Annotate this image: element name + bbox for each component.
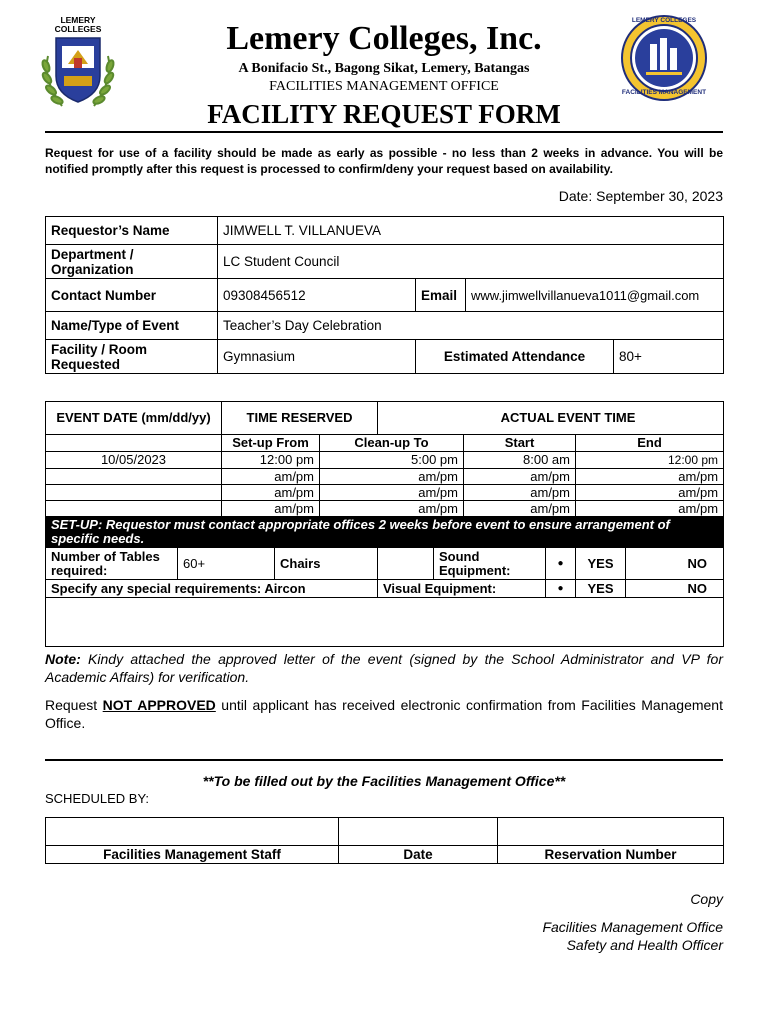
email-label: Email <box>416 279 466 312</box>
event-date-subheader <box>46 435 222 452</box>
end-header: End <box>576 435 724 452</box>
table-row <box>46 279 724 312</box>
event-date-cell[interactable] <box>46 469 222 485</box>
chairs-label: Chairs <box>275 548 378 580</box>
table-row <box>46 402 724 435</box>
event-date-header: EVENT DATE (mm/dd/yy) <box>46 402 222 435</box>
visual-yes-checkbox[interactable]: ● <box>546 580 576 598</box>
sound-no-option[interactable]: NO <box>626 548 724 580</box>
event-date-cell[interactable]: 10/05/2023 <box>46 452 222 469</box>
event-type-field[interactable]: Teacher’s Day Celebration <box>218 312 724 340</box>
sound-yes-checkbox[interactable]: ● <box>546 548 576 580</box>
event-date-cell[interactable] <box>46 485 222 501</box>
end-time-cell[interactable]: am/pm <box>576 469 724 485</box>
table-row <box>46 217 724 245</box>
date-label: Date <box>339 846 498 864</box>
table-row <box>46 846 724 864</box>
scheduled-by-label: SCHEDULED BY: <box>45 791 150 806</box>
table-row <box>46 435 724 452</box>
copy-recipient-2: Safety and Health Officer <box>566 937 723 953</box>
end-time-cell[interactable]: am/pm <box>576 485 724 501</box>
table-row <box>46 818 724 846</box>
cleanup-time-cell[interactable]: 5:00 pm <box>320 452 464 469</box>
fmo-note: **To be filled out by the Facilities Management Office** <box>202 773 566 789</box>
chairs-field[interactable] <box>378 548 434 580</box>
department-label: Department / Organization <box>46 245 218 279</box>
actual-time-header: ACTUAL EVENT TIME <box>378 402 724 435</box>
table-row <box>46 485 724 501</box>
school-address: A Bonifacio St., Bagong Sikat, Lemery, Batangas <box>238 61 530 76</box>
special-requirements-field[interactable] <box>46 598 724 647</box>
sound-equipment-label: Sound Equipment: <box>434 548 546 580</box>
school-name: Lemery Colleges, Inc. <box>226 20 542 57</box>
cleanup-time-cell[interactable]: am/pm <box>320 501 464 517</box>
requestor-info-table <box>45 216 724 374</box>
event-schedule-table <box>45 401 724 647</box>
visual-yes-label: YES <box>576 580 626 598</box>
office-name: FACILITIES MANAGEMENT OFFICE <box>269 79 499 94</box>
start-time-cell[interactable]: am/pm <box>464 501 576 517</box>
table-row <box>46 598 724 647</box>
end-time-cell[interactable]: 12:00 pm <box>576 452 724 469</box>
start-time-cell[interactable]: 8:00 am <box>464 452 576 469</box>
staff-field[interactable] <box>46 818 339 846</box>
setup-time-cell[interactable]: am/pm <box>222 469 320 485</box>
contact-number-field[interactable]: 09308456512 <box>218 279 416 312</box>
table-row <box>46 340 724 374</box>
sound-yes-label: YES <box>576 548 626 580</box>
right-logo-text-bottom: FACILITIES MANAGEMENT <box>621 89 707 96</box>
note-paragraph <box>45 650 723 686</box>
facility-label: Facility / Room Requested <box>46 340 218 374</box>
table-row <box>46 548 724 580</box>
tables-field[interactable]: 60+ <box>178 548 275 580</box>
end-time-cell[interactable]: am/pm <box>576 501 724 517</box>
start-time-cell[interactable]: am/pm <box>464 469 576 485</box>
request-date: Date: September 30, 2023 <box>558 188 723 204</box>
approval-suffix: until applicant has received electronic confirmation from Facilities Management Office. <box>45 697 723 731</box>
tables-label: Number of Tables required: <box>46 548 178 580</box>
time-reserved-header: TIME RESERVED <box>222 402 378 435</box>
reservation-label: Reservation Number <box>498 846 724 864</box>
schedule-table <box>45 817 724 864</box>
department-field[interactable]: LC Student Council <box>218 245 724 279</box>
requestor-name-field[interactable]: JIMWELL T. VILLANUEVA <box>218 217 724 245</box>
event-date-cell[interactable] <box>46 501 222 517</box>
approval-paragraph <box>45 696 723 732</box>
start-header: Start <box>464 435 576 452</box>
cleanup-time-cell[interactable]: am/pm <box>320 485 464 501</box>
table-row <box>46 580 724 598</box>
table-row <box>46 245 724 279</box>
attendance-field[interactable]: 80+ <box>614 340 724 374</box>
form-title: FACILITY REQUEST FORM <box>207 99 561 129</box>
visual-equipment-label: Visual Equipment: <box>378 580 546 598</box>
approval-prefix: Request <box>45 697 103 713</box>
date-field[interactable] <box>339 818 498 846</box>
copy-label: Copy <box>690 891 723 907</box>
intro-text: Request for use of a facility should be made as early as possible - no less than 2 weeks in advance. You will be notified promptly after this request is processed to confirm/deny your request based on availability. <box>45 146 723 176</box>
table-row <box>46 312 724 340</box>
note-text: Kindy attached the approved letter of the event (signed by the School Administrator and VP for Academic Affairs) for verification. <box>45 651 723 685</box>
facility-field[interactable]: Gymnasium <box>218 340 416 374</box>
start-time-cell[interactable]: am/pm <box>464 485 576 501</box>
setup-time-cell[interactable]: am/pm <box>222 485 320 501</box>
left-logo-text: LEMERY COLLEGES <box>54 15 102 34</box>
requestor-name-label: Requestor’s Name <box>46 217 218 245</box>
table-row <box>46 452 724 469</box>
contact-number-label: Contact Number <box>46 279 218 312</box>
email-field[interactable]: www.jimwellvillanueva1011@gmail.com <box>466 279 724 312</box>
table-row <box>46 517 724 548</box>
special-requirements-label: Specify any special requirements: Aircon <box>46 580 378 598</box>
event-type-label: Name/Type of Event <box>46 312 218 340</box>
cleanup-time-cell[interactable]: am/pm <box>320 469 464 485</box>
table-row <box>46 501 724 517</box>
reservation-field[interactable] <box>498 818 724 846</box>
attendance-label: Estimated Attendance <box>416 340 614 374</box>
right-logo-text-top: LEMERY COLLEGES <box>631 17 697 24</box>
table-row <box>46 469 724 485</box>
setup-time-cell[interactable]: 12:00 pm <box>222 452 320 469</box>
setup-from-header: Set-up From <box>222 435 320 452</box>
note-label: Note: <box>45 651 81 667</box>
section-divider <box>45 759 723 761</box>
cleanup-to-header: Clean-up To <box>320 435 464 452</box>
staff-label: Facilities Management Staff <box>46 846 339 864</box>
setup-notice: SET-UP: Requestor must contact appropriate offices 2 weeks before event to ensure arrangement of specific needs. <box>46 517 724 548</box>
not-approved-text: NOT APPROVED <box>102 697 216 713</box>
visual-no-option[interactable]: NO <box>626 580 724 598</box>
header-divider <box>45 131 723 133</box>
copy-recipient-1: Facilities Management Office <box>542 919 723 935</box>
setup-time-cell[interactable]: am/pm <box>222 501 320 517</box>
